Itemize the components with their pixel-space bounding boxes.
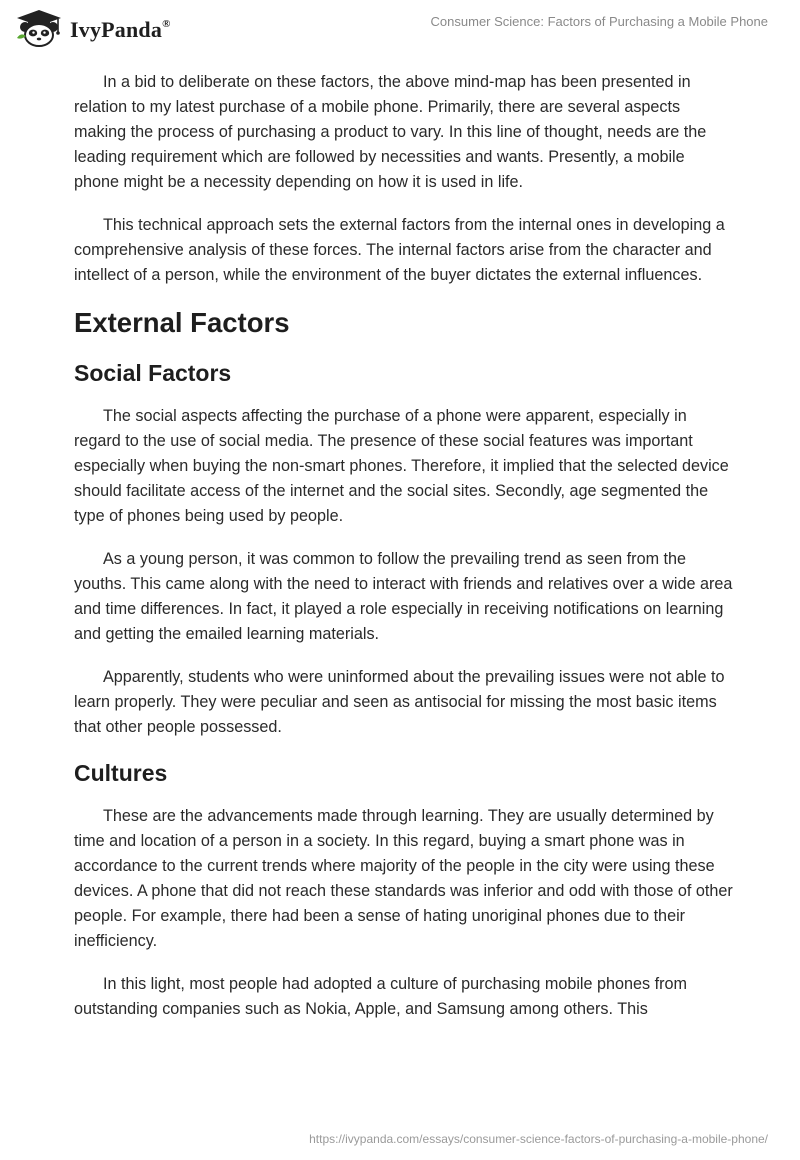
- heading-cultures: Cultures: [74, 760, 168, 786]
- paragraph-cultures-1: These are the advancements made through learning. They are usually determined by time and location of a person in a society. In this regard, buying a smart phone was in accordance to the current trends where majority of the people in the city were using these devices. A phone that did not reach these standards was inferior and odd with those of other people. For example, there had been a sense of hating unoriginal phones due to their inefficiency.: [74, 807, 733, 950]
- ivypanda-logo[interactable]: [14, 8, 171, 48]
- paragraph-intro-2: This technical approach sets the external factors from the internal ones in developing a comprehensive analysis of these forces. The internal factors arise from the character and intellect of a person, while the environment of the buyer dictates the external influences.: [74, 216, 725, 284]
- paragraph-cultures-2: In this light, most people had adopted a culture of purchasing mobile phones from outstanding companies such as Nokia, Apple, and Samsung among others. This: [74, 975, 688, 1018]
- essay-content: [74, 70, 734, 1040]
- panda-graduate-icon: [14, 8, 64, 48]
- paragraph-social-2: As a young person, it was common to follow the prevailing trend as seen from the youths. This came along with the need to interact with friends and relatives over a wide area and time differences. In fact, it played a role especially in receiving notifications on learning and getting the emailed learning materials.: [74, 550, 733, 643]
- paragraph-intro-1: In a bid to deliberate on these factors, the above mind-map has been presented in relation to my latest purchase of a mobile phone. Primarily, there are several aspects making the process of purchasing a product to vary. In this line of thought, needs are the leading requirement which are followed by necessities and wants. Presently, a mobile phone might be a necessity depending on how it is used in life.: [74, 73, 707, 191]
- registered-mark: ®: [162, 17, 171, 30]
- document-title: Consumer Science: Factors of Purchasing a Mobile Phone: [430, 14, 768, 29]
- heading-social-factors: Social Factors: [74, 360, 232, 386]
- page-header: [0, 0, 800, 60]
- brand-name: IvyPanda®: [70, 17, 171, 42]
- paragraph-social-1: The social aspects affecting the purchase of a phone were apparent, especially in regard to the use of social media. The presence of these social features was important especially when buying the non-smart phones. Therefore, it implied that the selected device should facilitate access of the internet and the social sites. Secondly, age segmented the type of phones being used by people.: [74, 407, 729, 525]
- heading-external-factors: External Factors: [74, 307, 290, 338]
- source-url-link[interactable]: https://ivypanda.com/essays/consumer-science-factors-of-purchasing-a-mobile-phone/: [309, 1132, 768, 1146]
- paragraph-social-3: Apparently, students who were uninformed about the prevailing issues were not able to learn properly. They were peculiar and seen as antisocial for missing the most basic items that other people possessed.: [74, 668, 725, 736]
